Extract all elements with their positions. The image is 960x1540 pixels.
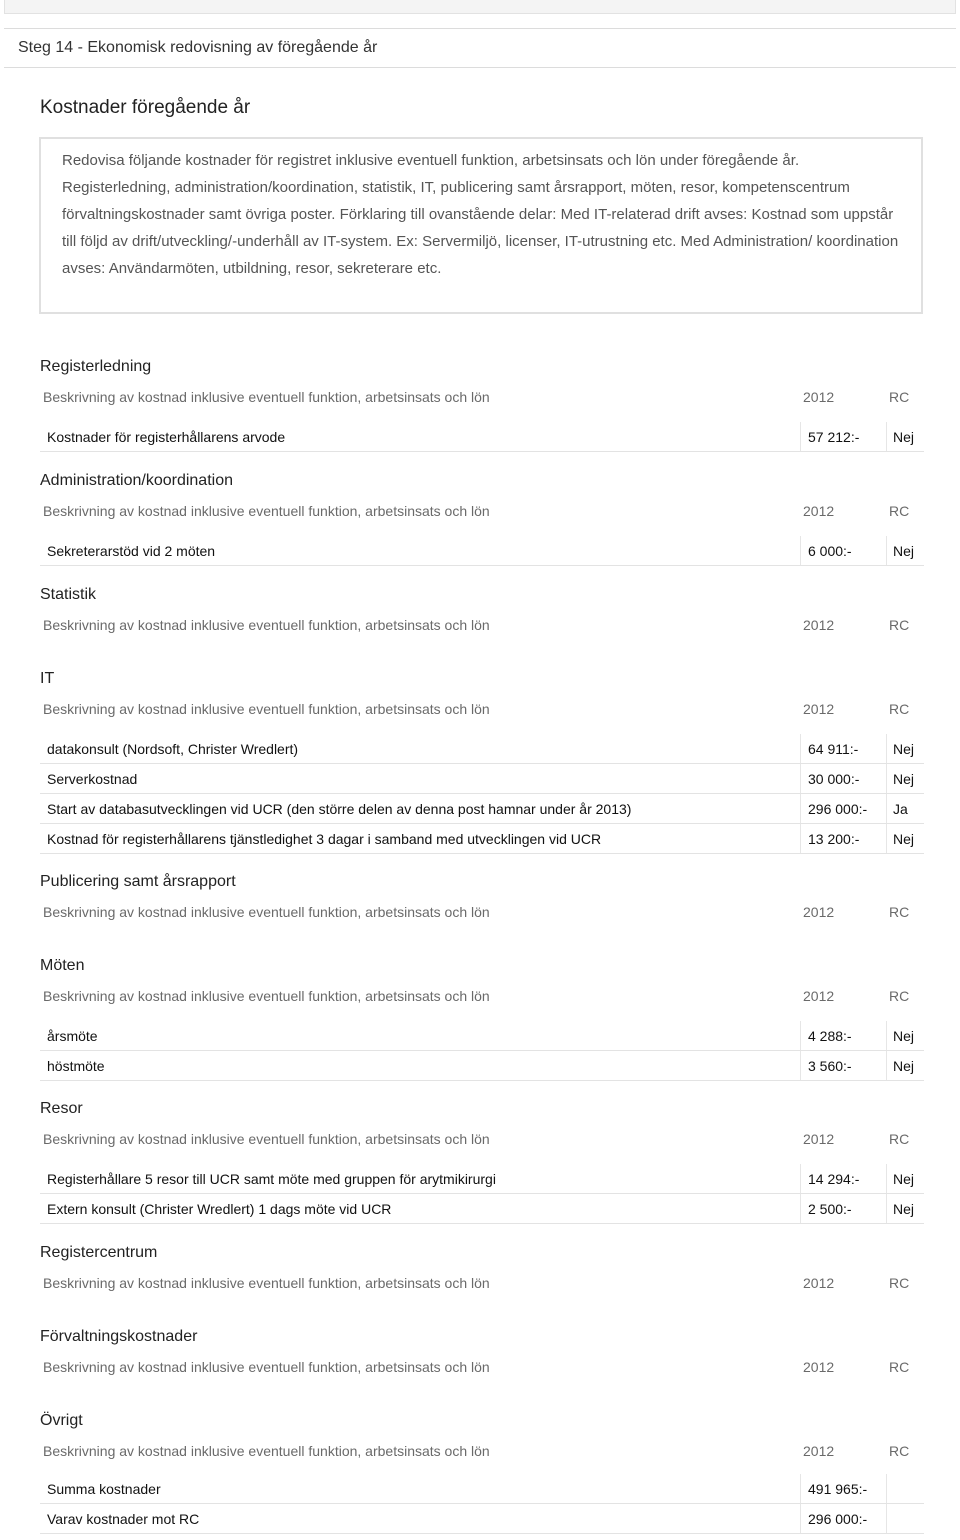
description-cell [40,824,801,853]
column-header-description: Beskrivning av kostnad inklusive eventuell funktion, arbetsinsats och lön [43,904,490,920]
amount-text: 296 000:- [808,1511,868,1527]
description-text: Kostnader för registerhållarens arvode [47,429,286,445]
column-header-description: Beskrivning av kostnad inklusive eventuell funktion, arbetsinsats och lön [43,617,490,633]
group-title: IT [40,670,55,687]
summary-row [40,1474,924,1504]
column-header-description: Beskrivning av kostnad inklusive eventuell funktion, arbetsinsats och lön [43,1131,490,1147]
amount-cell [800,734,887,763]
rc-cell [886,824,924,853]
column-header-year: 2012 [803,904,835,920]
column-header-rc: RC [889,389,910,405]
rc-cell [886,536,924,565]
amount-text: 6 000:- [808,543,852,559]
amount-cell [800,422,887,451]
description-text: Registerhållare 5 resor till UCR samt möte med gruppen för arytmikirurgi [47,1171,496,1187]
group-title: Registerledning [40,358,152,375]
rc-text: Nej [893,543,915,559]
summary-row [40,1504,924,1534]
rc-cell [886,734,924,763]
amount-text: 296 000:- [808,801,868,817]
rc-cell [886,764,924,793]
column-header-rc: RC [889,988,910,1004]
column-header-description: Beskrivning av kostnad inklusive eventuell funktion, arbetsinsats och lön [43,701,490,717]
amount-text: 14 294:- [808,1171,860,1187]
cost-row [40,734,924,764]
description-cell [40,794,801,823]
amount-text: 64 911:- [808,741,859,757]
column-header [40,1356,924,1380]
description-cell [40,1504,801,1533]
description-cell [40,734,801,763]
amount-cell [800,1051,887,1080]
column-header-rc: RC [889,701,910,717]
column-header-rc: RC [889,503,910,519]
column-header-year: 2012 [803,1275,835,1291]
description-cell [40,1051,801,1080]
column-header-year: 2012 [803,1443,835,1459]
cost-row [40,1051,924,1081]
group-title: Administration/koordination [40,472,233,489]
column-header-rc: RC [889,1359,910,1375]
column-header-rc: RC [889,617,910,633]
rc-cell [886,422,924,451]
amount-text: 4 288:- [808,1028,852,1044]
column-header-description: Beskrivning av kostnad inklusive eventuell funktion, arbetsinsats och lön [43,1443,490,1459]
column-header-description: Beskrivning av kostnad inklusive eventuell funktion, arbetsinsats och lön [43,503,490,519]
rc-cell [886,1194,924,1223]
rc-text: Nej [893,831,915,847]
amount-text: 2 500:- [808,1201,852,1217]
column-header-description: Beskrivning av kostnad inklusive eventuell funktion, arbetsinsats och lön [43,389,490,405]
cost-row [40,824,924,854]
section-heading: Kostnader föregående år [40,97,251,118]
group-title: Registercentrum [40,1244,158,1261]
column-header-rc: RC [889,1131,910,1147]
column-header-year: 2012 [803,617,835,633]
amount-cell [800,536,887,565]
cost-row [40,1164,924,1194]
column-header-year: 2012 [803,701,835,717]
column-header-year: 2012 [803,1131,835,1147]
amount-cell [800,764,887,793]
group-title: Publicering samt årsrapport [40,873,236,890]
rc-text: Nej [893,1028,915,1044]
cost-row [40,536,924,566]
rc-text: Nej [893,1171,915,1187]
column-header-description: Beskrivning av kostnad inklusive eventuell funktion, arbetsinsats och lön [43,1359,490,1375]
info-box [39,137,923,314]
rc-text: Nej [893,1058,915,1074]
info-text: Redovisa följande kostnader för registret inklusive eventuell funktion, arbetsinsats och lön under föregående år. Registerledning, administration/koordination, statistik, IT, publicering samt årsrapport, möten, resor, kompetenscentrum förvaltningskostnader samt övriga poster. Förklaring till ovanstående delar: Med IT-relaterad drift avses: Kostnad som uppstår till följd av drift/utveckling/-underhåll av IT-system. Ex: Servermiljö, licenser, IT-utrustning etc. Med Administration/ koordination avses: Användarmöten, utbildning, resor, sekreterare etc. [62,152,899,277]
group-title: Statistik [40,586,97,603]
column-header-rc: RC [889,904,910,920]
column-header [40,698,924,722]
cost-row [40,794,924,824]
column-header-year: 2012 [803,503,835,519]
group-title: Resor [40,1100,83,1117]
description-text: Start av databasutvecklingen vid UCR (den större delen av denna post hamnar under år 2013) [47,801,632,817]
description-text: Sekreterarstöd vid 2 möten [47,543,216,559]
column-header [40,1272,924,1296]
step-title: Steg 14 - Ekonomisk redovisning av föregående år [18,39,378,56]
amount-text: 3 560:- [808,1058,852,1074]
rc-cell [886,1051,924,1080]
amount-cell [800,1021,887,1050]
amount-cell [800,824,887,853]
cost-row [40,764,924,794]
description-text: Serverkostnad [47,771,138,787]
amount-text: 30 000:- [808,771,860,787]
cost-row [40,422,924,452]
amount-text: 13 200:- [808,831,860,847]
group-title: Möten [40,957,85,974]
description-cell [40,1194,801,1223]
cost-row [40,1194,924,1224]
description-cell [40,536,801,565]
amount-cell [800,794,887,823]
description-text: Summa kostnader [47,1481,161,1497]
description-text: höstmöte [47,1058,105,1074]
rc-text: Nej [893,741,915,757]
description-cell [40,1474,801,1503]
step-header [4,28,956,68]
description-cell [40,1164,801,1193]
column-header [40,985,924,1009]
column-header [40,386,924,410]
description-cell [40,764,801,793]
rc-cell [886,1164,924,1193]
column-header-year: 2012 [803,389,835,405]
description-text: årsmöte [47,1028,98,1044]
rc-cell [886,1021,924,1050]
description-cell [40,422,801,451]
cost-row [40,1021,924,1051]
column-header-description: Beskrivning av kostnad inklusive eventuell funktion, arbetsinsats och lön [43,988,490,1004]
column-header [40,1440,924,1464]
rc-text: Nej [893,429,915,445]
description-text: Kostnad för registerhållarens tjänstledighet 3 dagar i samband med utvecklingen vid UCR [47,831,602,847]
amount-text: 57 212:- [808,429,860,445]
column-header [40,500,924,524]
rc-cell [886,1474,924,1503]
description-text: Extern konsult (Christer Wredlert) 1 dags möte vid UCR [47,1201,392,1217]
group-title: Förvaltningskostnader [40,1328,198,1345]
rc-cell [886,1504,924,1533]
description-text: datakonsult (Nordsoft, Christer Wredlert) [47,741,299,757]
rc-text: Nej [893,771,915,787]
column-header-year: 2012 [803,988,835,1004]
group-title: Övrigt [40,1412,83,1429]
rc-cell [886,794,924,823]
description-cell [40,1021,801,1050]
amount-cell [800,1164,887,1193]
amount-text: 491 965:- [808,1481,868,1497]
column-header-rc: RC [889,1275,910,1291]
column-header [40,1128,924,1152]
amount-cell [800,1194,887,1223]
rc-text: Ja [893,801,908,817]
amount-cell [800,1474,887,1503]
column-header-rc: RC [889,1443,910,1459]
rc-text: Nej [893,1201,915,1217]
top-strip [4,0,956,14]
column-header-description: Beskrivning av kostnad inklusive eventuell funktion, arbetsinsats och lön [43,1275,490,1291]
amount-cell [800,1504,887,1533]
column-header [40,901,924,925]
description-text: Varav kostnader mot RC [47,1511,200,1527]
column-header-year: 2012 [803,1359,835,1375]
column-header [40,614,924,638]
